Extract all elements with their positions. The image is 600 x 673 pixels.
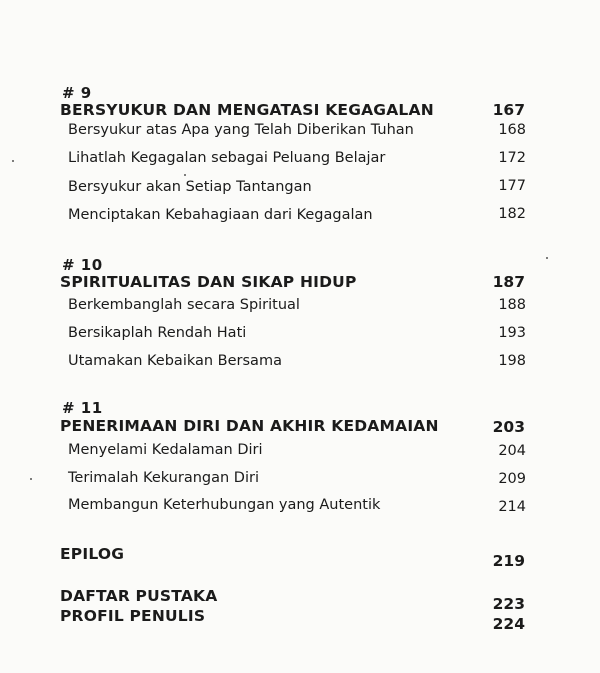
chapter-page: 187: [492, 273, 525, 291]
chapter-title: PENERIMAAN DIRI DAN AKHIR KEDAMAIAN: [60, 417, 439, 435]
scan-speck: [546, 257, 548, 259]
entry-title: Bersyukur akan Setiap Tantangan: [68, 179, 312, 195]
entry-title: Berkembanglah secara Spiritual: [68, 297, 300, 313]
entry-title: Terimalah Kekurangan Diri: [68, 470, 259, 486]
chapter-title: BERSYUKUR DAN MENGATASI KEGAGALAN: [60, 101, 434, 119]
chapter-page: 203: [492, 418, 525, 436]
entry-page: 168: [498, 122, 526, 138]
entry-title: Menciptakan Kebahagiaan dari Kegagalan: [68, 207, 373, 223]
entry-title: Membangun Keterhubungan yang Autentik: [68, 497, 381, 513]
scan-speck: [184, 174, 186, 176]
chapter-title: SPIRITUALITAS DAN SIKAP HIDUP: [60, 273, 357, 291]
scan-speck: [30, 478, 32, 480]
entry-title: Utamakan Kebaikan Bersama: [68, 353, 282, 369]
entry-page: 177: [498, 178, 526, 194]
entry-page: 193: [498, 325, 526, 341]
back-matter-title: DAFTAR PUSTAKA: [60, 587, 218, 605]
chapter-number: # 9: [62, 84, 92, 102]
entry-page: 172: [498, 150, 526, 166]
chapter-page: 167: [492, 101, 525, 119]
entry-page: 209: [498, 471, 526, 487]
entry-title: Bersikaplah Rendah Hati: [68, 325, 247, 341]
entry-page: 198: [498, 353, 526, 369]
entry-title: Bersyukur atas Apa yang Telah Diberikan Tuhan: [68, 122, 414, 138]
back-matter-title: PROFIL PENULIS: [60, 607, 206, 625]
entry-page: 204: [498, 443, 526, 459]
back-matter-page: 219: [492, 552, 525, 570]
back-matter-title: EPILOG: [60, 545, 125, 563]
chapter-number: # 10: [62, 256, 103, 274]
scan-speck: [12, 160, 14, 162]
entry-page: 214: [498, 499, 526, 515]
entry-title: Menyelami Kedalaman Diri: [68, 442, 263, 458]
chapter-number: # 11: [62, 399, 103, 417]
back-matter-page: 223: [492, 595, 525, 613]
entry-page: 188: [498, 297, 526, 313]
back-matter-page: 224: [492, 615, 525, 633]
entry-page: 182: [498, 206, 526, 222]
entry-title: Lihatlah Kegagalan sebagai Peluang Belajar: [68, 150, 386, 166]
